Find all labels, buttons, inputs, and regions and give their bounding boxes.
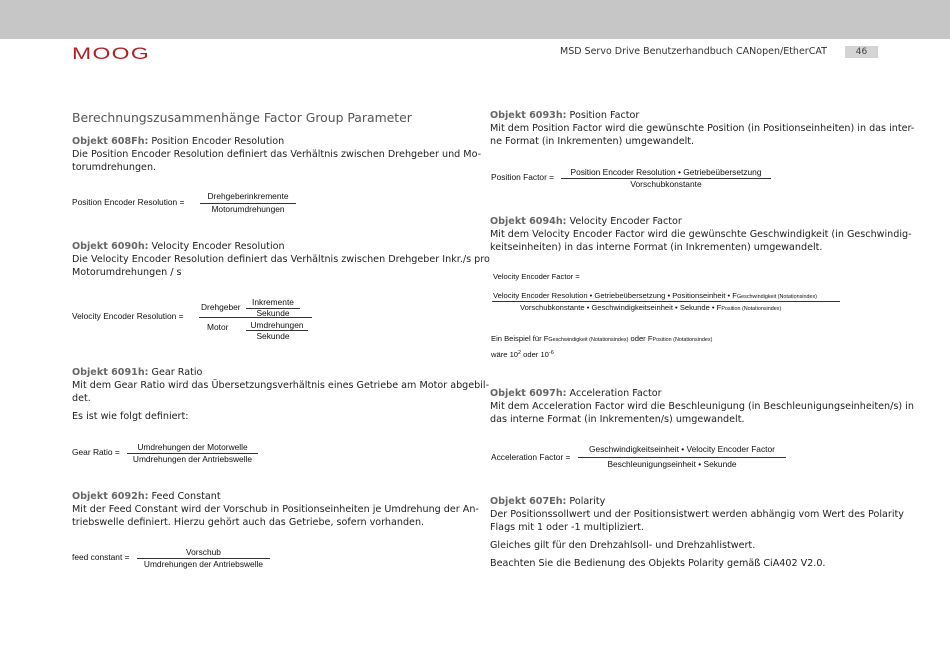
formula-6094-numerator: [493, 291, 817, 300]
formula-6093-numerator: Position Encoder Resolution • Getriebeübersetzung: [570, 167, 762, 177]
example2-text-b: oder 10: [521, 350, 549, 359]
formula-6090-top-numerator: Inkremente: [252, 297, 294, 307]
formula-6097-fraction-line: [578, 457, 786, 458]
object-6094-text-line1: Mit dem Velocity Encoder Factor wird die gewünschte Geschwindigkeit (in Geschwindig-: [490, 229, 912, 240]
formula-6094-denominator-subscript: Position (Notationsindex): [721, 306, 782, 312]
example2-superscript-2: -6: [548, 350, 554, 356]
formula-6092-denominator: Umdrehungen der Antriebswelle: [143, 559, 264, 569]
object-6093-text-line1: Mit dem Position Factor wird die gewünschte Position (in Positionseinheiten) in das inter-: [490, 123, 915, 134]
example-text-a: Ein Beispiel für F: [491, 334, 549, 343]
formula-6097-denominator: Beschleunigungseinheit • Sekunde: [607, 459, 737, 469]
formula-6094-fraction-line: [492, 301, 840, 302]
object-6097-heading: Objekt 6097h: Acceleration Factor: [490, 388, 662, 399]
formula-6090-top-label: Drehgeber: [201, 302, 241, 312]
object-607e-text-line2: Flags mit 1 oder -1 multipliziert.: [490, 522, 644, 533]
formula-6094-numerator-text: Velocity Encoder Resolution • Getriebeübersetzung • Positionseinheit • F: [493, 291, 737, 300]
object-6090-text-line2: Motorumdrehungen / s: [72, 267, 182, 278]
page-number: 46: [845, 46, 878, 58]
document-title: MSD Servo Drive Benutzerhandbuch CANopen/EtherCAT: [560, 46, 827, 57]
object-6097-text-line2: das interne Format (in Inkrementen/s) umgewandelt.: [490, 414, 745, 425]
example2-superscript-1: 2: [518, 350, 522, 356]
object-6090-text-line1: Die Velocity Encoder Resolution definiert das Verhältnis zwischen Drehgeber Inkr./s pro: [72, 254, 490, 265]
object-6097-text-line1: Mit dem Acceleration Factor wird die Beschleunigung (in Beschleunigungseinheiten/s) in: [490, 401, 914, 412]
top-bar: [0, 0, 950, 39]
formula-608f-numerator: Drehgeberinkremente: [207, 191, 289, 201]
formula-6097-lhs: Acceleration Factor =: [491, 452, 571, 462]
moog-logo: MOOG: [72, 44, 151, 63]
object-6091-heading: Objekt 6091h: Gear Ratio: [72, 367, 203, 378]
object-607e-text-line1: Der Positionssollwert und der Positionsistwert werden abhängig vom Wert des Polarity: [490, 509, 904, 520]
object-6091-text-line2: det.: [72, 393, 91, 404]
formula-6090-top-denominator: Sekunde: [256, 308, 290, 318]
object-6092-text-line1: Mit der Feed Constant wird der Vorschub in Positionseinheiten je Umdrehung der An-: [72, 504, 479, 515]
formula-6092-numerator: Vorschub: [186, 547, 221, 557]
formula-608f-denominator: Motorumdrehungen: [211, 204, 285, 214]
formula-6094-denominator: [520, 303, 781, 312]
object-608f-text-line1: Die Position Encoder Resolution definiert das Verhältnis zwischen Drehgeber und Mo-: [72, 149, 482, 160]
object-608f-text-line2: torumdrehungen.: [72, 162, 157, 173]
formula-6094-denominator-text: Vorschubkonstante • Geschwindigkeitseinheit • Sekunde • F: [520, 303, 722, 312]
example-line1: [491, 334, 712, 343]
formula-6090-main-fraction-line: [199, 317, 312, 318]
object-6090-heading: Objekt 6090h: Velocity Encoder Resolution: [72, 241, 285, 252]
example-line2: [491, 350, 554, 359]
formula-6091-lhs: Gear Ratio =: [72, 447, 120, 457]
example2-text-a: wäre 10: [491, 350, 519, 359]
object-6091-text-line3: Es ist wie folgt definiert:: [72, 411, 189, 422]
formula-6090-bottom-label: Motor: [207, 322, 229, 332]
formula-6094-numerator-subscript: Geschwindigkeit (Notationsindex): [736, 294, 817, 300]
formula-6093-lhs: Position Factor =: [491, 172, 555, 182]
object-6091-text-line1: Mit dem Gear Ratio wird das Übersetzungsverhältnis eines Getriebe am Motor abgebil-: [72, 380, 490, 391]
object-6094-heading: Objekt 6094h: Velocity Encoder Factor: [490, 216, 682, 227]
object-607e-heading: Objekt 607Eh: Polarity: [490, 496, 606, 507]
object-6094-text-line2: keitseinheiten) in das interne Format (in Inkrementen) umgewandelt.: [490, 242, 823, 253]
object-607e-text-line3: Gleiches gilt für den Drehzahlsoll- und Drehzahlistwert.: [490, 540, 756, 551]
object-6092-heading: Objekt 6092h: Feed Constant: [72, 491, 221, 502]
formula-6091-numerator: Umdrehungen der Motorwelle: [137, 442, 248, 452]
formula-6090-lhs: Velocity Encoder Resolution =: [72, 311, 184, 321]
formula-6094-lhs: Velocity Encoder Factor =: [493, 272, 580, 281]
formula-6097-numerator: Geschwindigkeitseinheit • Velocity Encoder Factor: [589, 444, 775, 454]
example-subscript-1: Geschwindigkeit (Notationsindex): [548, 337, 629, 343]
object-608f-heading: Objekt 608Fh: Position Encoder Resolution: [72, 136, 285, 147]
formula-6090-bottom-numerator: Umdrehungen: [250, 320, 304, 330]
object-6092-text-line2: triebswelle definiert. Hierzu gehört auch das Getriebe, sofern vorhanden.: [72, 517, 425, 528]
object-6093-heading: Objekt 6093h: Position Factor: [490, 110, 640, 121]
formula-6091-denominator: Umdrehungen der Antriebswelle: [132, 454, 253, 464]
formula-6090-bottom-denominator: Sekunde: [256, 331, 290, 341]
object-6093-text-line2: ne Format (in Inkrementen) umgewandelt.: [490, 136, 695, 147]
formula-6093-denominator: Vorschubkonstante: [630, 179, 702, 189]
example-subscript-2: Position (Notationsindex): [652, 337, 713, 343]
formula-608f-lhs: Position Encoder Resolution =: [72, 197, 185, 207]
example-text-b: oder F: [628, 334, 653, 343]
section-title: Berechnungszusammenhänge Factor Group Parameter: [72, 110, 412, 125]
formula-6092-lhs: feed constant =: [72, 552, 130, 562]
object-607e-text-line4: Beachten Sie die Bedienung des Objekts Polarity gemäß CiA402 V2.0.: [490, 558, 826, 569]
